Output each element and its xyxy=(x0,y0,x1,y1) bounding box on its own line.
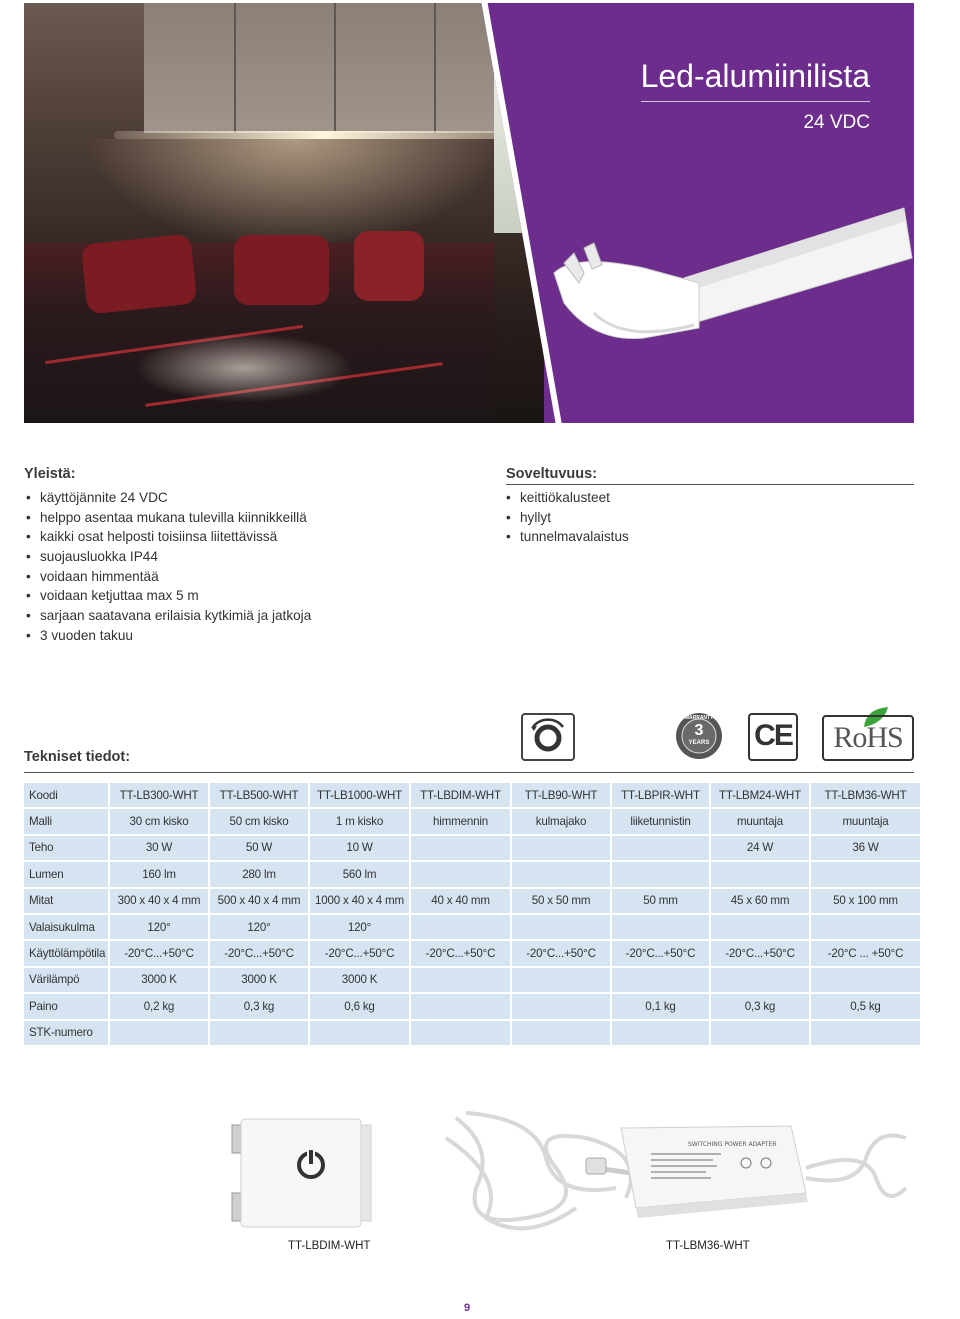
table-cell xyxy=(411,968,510,992)
table-cell: TT-LBM36-WHT xyxy=(811,783,920,807)
row-label: Lumen xyxy=(24,862,108,886)
list-item: • kaikki osat helposti toisiinsa liitettävissä xyxy=(26,527,311,547)
tech-divider xyxy=(24,772,914,773)
transformer-product-image xyxy=(436,1108,914,1248)
spec-table xyxy=(22,781,922,1047)
list-item: • hyllyt xyxy=(506,508,629,528)
row-label: Käyttölämpötila xyxy=(24,941,108,965)
ce-text: CE xyxy=(754,719,792,752)
rohs-icon xyxy=(822,705,914,761)
table-cell: TT-LB90-WHT xyxy=(512,783,610,807)
table-cell xyxy=(612,1021,709,1045)
ce-mark-icon xyxy=(748,713,798,761)
table-cell: 1000 x 40 x 4 mm xyxy=(310,889,409,913)
cushion xyxy=(81,233,198,314)
table-cell: 120° xyxy=(110,915,208,939)
list-item: • suojausluokka IP44 xyxy=(26,547,311,567)
table-cell: TT-LB1000-WHT xyxy=(310,783,409,807)
table-row xyxy=(24,809,920,833)
row-label: Malli xyxy=(24,809,108,833)
warranty-badge-icon xyxy=(675,712,723,760)
table-row xyxy=(24,968,920,992)
warranty-years: 3 xyxy=(694,722,704,739)
rohs-text: RoHS xyxy=(833,721,903,754)
table-cell: 3000 K xyxy=(210,968,308,992)
table-cell: 500 x 40 x 4 mm xyxy=(210,889,308,913)
table-cell xyxy=(310,1021,409,1045)
hero-banner xyxy=(24,3,914,423)
table-cell: muuntaja xyxy=(811,809,920,833)
table-cell: 50 x 50 mm xyxy=(512,889,610,913)
table-row xyxy=(24,862,920,886)
dimmable-icon xyxy=(521,713,575,761)
table-cell: 45 x 60 mm xyxy=(711,889,809,913)
title-block xyxy=(641,58,870,134)
table-cell xyxy=(512,915,610,939)
table-cell: liiketunnistin xyxy=(612,809,709,833)
table-row xyxy=(24,915,920,939)
table-cell xyxy=(612,915,709,939)
table-cell xyxy=(612,836,709,860)
table-row xyxy=(24,941,920,965)
table-cell xyxy=(411,836,510,860)
table-cell: -20°C...+50°C xyxy=(110,941,208,965)
table-cell xyxy=(411,915,510,939)
table-cell: -20°C...+50°C xyxy=(512,941,610,965)
list-item: • 3 vuoden takuu xyxy=(26,626,311,646)
dimmer-caption: TT-LBDIM-WHT xyxy=(288,1240,371,1252)
table-cell: 40 x 40 mm xyxy=(411,889,510,913)
table-cell xyxy=(711,968,809,992)
list-item: • voidaan himmentää xyxy=(26,567,311,587)
table-cell: -20°C...+50°C xyxy=(711,941,809,965)
row-label: Teho xyxy=(24,836,108,860)
page-title: Led-alumiinilista xyxy=(641,58,870,102)
table-cell xyxy=(811,862,920,886)
table-cell xyxy=(512,1021,610,1045)
page-subtitle: 24 VDC xyxy=(803,112,870,133)
transformer-caption: TT-LBM36-WHT xyxy=(666,1240,750,1252)
table-cell xyxy=(711,862,809,886)
table-cell: 50 mm xyxy=(612,889,709,913)
table-cell xyxy=(711,1021,809,1045)
table-cell: 0,1 kg xyxy=(612,994,709,1018)
table-cell xyxy=(411,1021,510,1045)
row-label: STK-numero xyxy=(24,1021,108,1045)
general-list xyxy=(26,488,311,646)
table-cell xyxy=(210,1021,308,1045)
table-cell: 0,5 kg xyxy=(811,994,920,1018)
table-cell: 280 lm xyxy=(210,862,308,886)
table-cell: -20°C...+50°C xyxy=(210,941,308,965)
table-row xyxy=(24,1021,920,1045)
table-cell: 30 W xyxy=(110,836,208,860)
table-cell: 0,6 kg xyxy=(310,994,409,1018)
table-cell: 120° xyxy=(310,915,409,939)
row-label: Valaisukulma xyxy=(24,915,108,939)
table-cell: 10 W xyxy=(310,836,409,860)
suitability-divider xyxy=(506,484,914,485)
table-cell xyxy=(411,862,510,886)
dimmer-product-image xyxy=(224,1115,380,1235)
adapter-label: SWITCHING POWER ADAPTER xyxy=(688,1141,777,1148)
led-profile-image xyxy=(534,203,914,363)
table-cell: -20°C...+50°C xyxy=(310,941,409,965)
table-cell: 160 lm xyxy=(110,862,208,886)
list-item: • tunnelmavalaistus xyxy=(506,527,629,547)
list-item: • käyttöjännite 24 VDC xyxy=(26,488,311,508)
table-row xyxy=(24,836,920,860)
table-cell: -20°C...+50°C xyxy=(411,941,510,965)
table-cell: 300 x 40 x 4 mm xyxy=(110,889,208,913)
row-label: Koodi xyxy=(24,783,108,807)
table-cell: 1 m kisko xyxy=(310,809,409,833)
page-number: 9 xyxy=(464,1302,471,1314)
table-cell: 50 x 100 mm xyxy=(811,889,920,913)
table-cell xyxy=(612,862,709,886)
table-cell: 0,3 kg xyxy=(210,994,308,1018)
table-cell: 3000 K xyxy=(310,968,409,992)
table-cell: -20°C...+50°C xyxy=(612,941,709,965)
table-row xyxy=(24,783,920,807)
table-cell xyxy=(512,862,610,886)
seat-highlight xyxy=(134,333,354,403)
table-cell: TT-LB500-WHT xyxy=(210,783,308,807)
table-cell xyxy=(711,915,809,939)
table-cell: 120° xyxy=(210,915,308,939)
row-label: Värilämpö xyxy=(24,968,108,992)
table-cell: 560 lm xyxy=(310,862,409,886)
table-cell: 30 cm kisko xyxy=(110,809,208,833)
table-cell xyxy=(612,968,709,992)
table-cell: 0,3 kg xyxy=(711,994,809,1018)
table-cell: muuntaja xyxy=(711,809,809,833)
table-cell xyxy=(811,968,920,992)
list-item: • keittiökalusteet xyxy=(506,488,629,508)
table-cell xyxy=(110,1021,208,1045)
tech-heading: Tekniset tiedot: xyxy=(24,749,131,765)
table-cell: himmennin xyxy=(411,809,510,833)
list-item: • helppo asentaa mukana tulevilla kiinnikkeillä xyxy=(26,508,311,528)
table-cell xyxy=(512,836,610,860)
table-cell: TT-LB300-WHT xyxy=(110,783,208,807)
table-cell: 50 W xyxy=(210,836,308,860)
list-item: • voidaan ketjuttaa max 5 m xyxy=(26,586,311,606)
table-cell xyxy=(811,1021,920,1045)
list-item: • sarjaan saatavana erilaisia kytkimiä ja jatkoja xyxy=(26,606,311,626)
table-cell xyxy=(811,915,920,939)
table-cell xyxy=(512,994,610,1018)
table-cell: TT-LBDIM-WHT xyxy=(411,783,510,807)
cushion xyxy=(354,231,424,301)
table-cell: TT-LBM24-WHT xyxy=(711,783,809,807)
suitability-heading: Soveltuvuus: xyxy=(506,466,598,482)
table-cell xyxy=(512,968,610,992)
table-cell: 24 W xyxy=(711,836,809,860)
general-heading: Yleistä: xyxy=(24,466,76,482)
led-strip-light xyxy=(114,131,534,139)
table-cell: TT-LBPIR-WHT xyxy=(612,783,709,807)
table-cell: 0,2 kg xyxy=(110,994,208,1018)
row-label: Paino xyxy=(24,994,108,1018)
table-cell: 3000 K xyxy=(110,968,208,992)
table-cell: -20°C ... +50°C xyxy=(811,941,920,965)
table-cell: kulmajako xyxy=(512,809,610,833)
wall-glow xyxy=(84,139,504,249)
suitability-list xyxy=(506,488,629,547)
row-label: Mitat xyxy=(24,889,108,913)
warranty-word: YEARS xyxy=(688,740,710,746)
warranty-arc-text: WARRANTY xyxy=(684,715,714,721)
table-cell xyxy=(411,994,510,1018)
table-row xyxy=(24,994,920,1018)
table-cell: 50 cm kisko xyxy=(210,809,308,833)
table-row xyxy=(24,889,920,913)
cushion xyxy=(234,235,329,305)
table-cell: 36 W xyxy=(811,836,920,860)
